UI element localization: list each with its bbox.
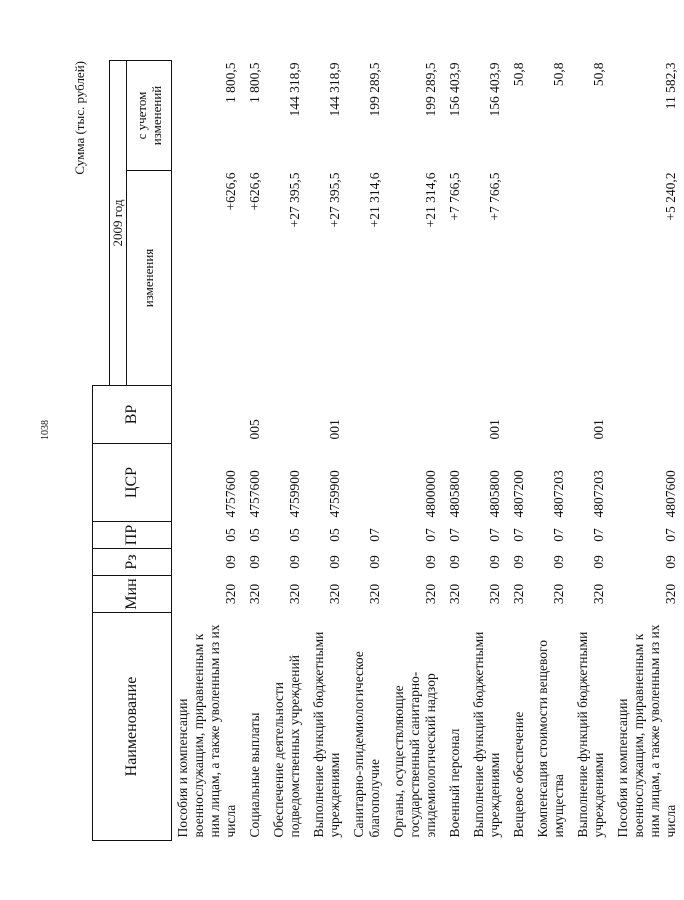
- row-change: +626,6: [246, 172, 262, 211]
- row-vr: [388, 386, 444, 444]
- rotated-page-content: [72, 61, 678, 841]
- row-rz: 09: [446, 555, 462, 569]
- row-total: 50,8: [510, 62, 526, 87]
- row-name: Военный персонал: [446, 728, 462, 838]
- row-rz: 09: [510, 555, 526, 569]
- row-csr: 4800000: [422, 470, 438, 518]
- row-min: 320: [366, 583, 382, 605]
- row-vr: [612, 386, 684, 444]
- table-row: [388, 61, 444, 841]
- row-total: 50,8: [550, 62, 566, 87]
- row-vr: 001: [326, 419, 342, 440]
- row-total: 1 800,5: [222, 62, 238, 103]
- row-total: 199 289,5: [422, 62, 438, 117]
- row-name: Обеспечение деятельности подведомственных учреждений: [270, 655, 302, 838]
- unit-label: Сумма (тыс. рублей): [72, 61, 87, 175]
- row-vr: [268, 386, 308, 444]
- row-pr: 05: [326, 528, 342, 542]
- header-changes: изменения: [126, 171, 171, 386]
- row-name: Выполнение функций бюджетными учреждениями: [470, 631, 502, 838]
- row-pr: 07: [486, 528, 502, 542]
- header-pr: ПР: [93, 522, 172, 549]
- row-change: +5 240,2: [662, 172, 678, 221]
- row-vr: 001: [486, 419, 502, 440]
- table-row: [444, 61, 468, 841]
- row-csr: 4757600: [246, 470, 262, 518]
- table-row: [532, 61, 572, 841]
- row-name: Социальные выплаты: [246, 712, 262, 838]
- row-pr: 07: [446, 528, 462, 542]
- table-row: [308, 61, 348, 841]
- row-csr: 4807200: [510, 470, 526, 518]
- row-rz: 09: [326, 555, 342, 569]
- row-name: Выполнение функций бюджетными учреждениями: [574, 631, 606, 838]
- table-header: [93, 61, 172, 841]
- table-row: [508, 61, 532, 841]
- row-csr: 4805800: [486, 470, 502, 518]
- row-rz: 09: [662, 555, 678, 569]
- row-name: Вещевое обеспечение: [510, 711, 526, 838]
- row-total: 156 403,9: [446, 62, 462, 117]
- row-total: 144 318,9: [286, 62, 302, 117]
- row-min: 320: [286, 583, 302, 605]
- row-change: +27 395,5: [326, 172, 342, 228]
- row-total: 11 582,3: [662, 62, 678, 110]
- table-row: [348, 61, 388, 841]
- row-csr: 4757600: [222, 470, 238, 518]
- row-csr: 4805800: [446, 470, 462, 518]
- row-vr: [444, 386, 468, 444]
- row-min: 320: [590, 583, 606, 605]
- table-row: [612, 61, 684, 841]
- row-rz: 09: [590, 555, 606, 569]
- row-change: +7 766,5: [486, 172, 502, 221]
- table-row: [468, 61, 508, 841]
- header-year: 2009 год: [109, 61, 126, 386]
- row-change: +7 766,5: [446, 172, 462, 221]
- table-row: [171, 61, 244, 841]
- row-vr: [348, 386, 388, 444]
- row-pr: 05: [246, 528, 262, 542]
- header-with-changes: с учетом изменений: [126, 61, 171, 171]
- row-min: 320: [326, 583, 342, 605]
- row-rz: 09: [366, 555, 382, 569]
- row-total: 199 289,5: [366, 62, 382, 117]
- row-vr: [532, 386, 572, 444]
- row-pr: 07: [590, 528, 606, 542]
- row-min: 320: [422, 583, 438, 605]
- row-rz: 09: [422, 555, 438, 569]
- row-name: Выполнение функций бюджетными учреждениями: [310, 631, 342, 838]
- header-rz: Рз: [93, 549, 172, 576]
- row-csr: [348, 444, 388, 522]
- row-csr: 4807600: [662, 470, 678, 518]
- row-min: 320: [662, 583, 678, 605]
- row-min: 320: [510, 583, 526, 605]
- row-name: Органы, осуществляющие государственный санитарно-эпидемиологический надзор: [390, 671, 438, 838]
- row-vr: 005: [246, 419, 262, 440]
- row-change: [508, 171, 532, 386]
- row-csr: 4807203: [550, 470, 566, 518]
- row-csr: 4759900: [286, 470, 302, 518]
- row-rz: 09: [222, 555, 238, 569]
- row-change: +27 395,5: [286, 172, 302, 228]
- row-rz: 09: [486, 555, 502, 569]
- budget-table: [92, 60, 684, 841]
- header-csr: ЦСР: [93, 444, 172, 522]
- table-row: [244, 61, 268, 841]
- table-body: [171, 61, 684, 841]
- header-name: Наименование: [93, 613, 172, 841]
- row-min: 320: [446, 583, 462, 605]
- row-rz: 09: [286, 555, 302, 569]
- row-pr: 07: [422, 528, 438, 542]
- row-min: 320: [486, 583, 502, 605]
- header-min: Мин: [93, 576, 172, 613]
- table-row: [268, 61, 308, 841]
- table-row: [572, 61, 612, 841]
- row-pr: 05: [222, 528, 238, 542]
- row-min: 320: [222, 583, 238, 605]
- row-pr: 05: [286, 528, 302, 542]
- row-name: Компенсация стоимости вещевого имущества: [534, 640, 566, 838]
- row-vr: [508, 386, 532, 444]
- row-pr: 07: [550, 528, 566, 542]
- row-pr: 07: [662, 528, 678, 542]
- row-csr: 4807203: [590, 470, 606, 518]
- row-vr: [171, 386, 244, 444]
- header-vr: ВР: [93, 386, 172, 444]
- row-name: Санитарно-эпидемиологическое благополучие: [350, 651, 382, 838]
- row-total: 1 800,5: [246, 62, 262, 103]
- row-name: Пособия и компенсации военнослужащим, приравненным к ним лицам, а также уволенным из их числа: [174, 624, 238, 838]
- row-total: 50,8: [590, 62, 606, 87]
- row-total: 156 403,9: [486, 62, 502, 117]
- row-csr: 4759900: [326, 470, 342, 518]
- row-change: +626,6: [222, 172, 238, 211]
- row-pr: 07: [366, 528, 382, 542]
- row-pr: 07: [510, 528, 526, 542]
- row-min: 320: [246, 583, 262, 605]
- row-min: 320: [550, 583, 566, 605]
- row-name: Пособия и компенсации военнослужащим, приравненным к ним лицам, а также уволенным из их числа: [614, 624, 678, 838]
- row-vr: 001: [590, 419, 606, 440]
- row-rz: 09: [246, 555, 262, 569]
- page-number: 1038: [40, 420, 51, 440]
- row-change: [532, 171, 572, 386]
- row-change: [572, 171, 612, 386]
- row-rz: 09: [550, 555, 566, 569]
- row-change: +21 314,6: [422, 172, 438, 228]
- row-change: +21 314,6: [366, 172, 382, 228]
- row-total: 144 318,9: [326, 62, 342, 117]
